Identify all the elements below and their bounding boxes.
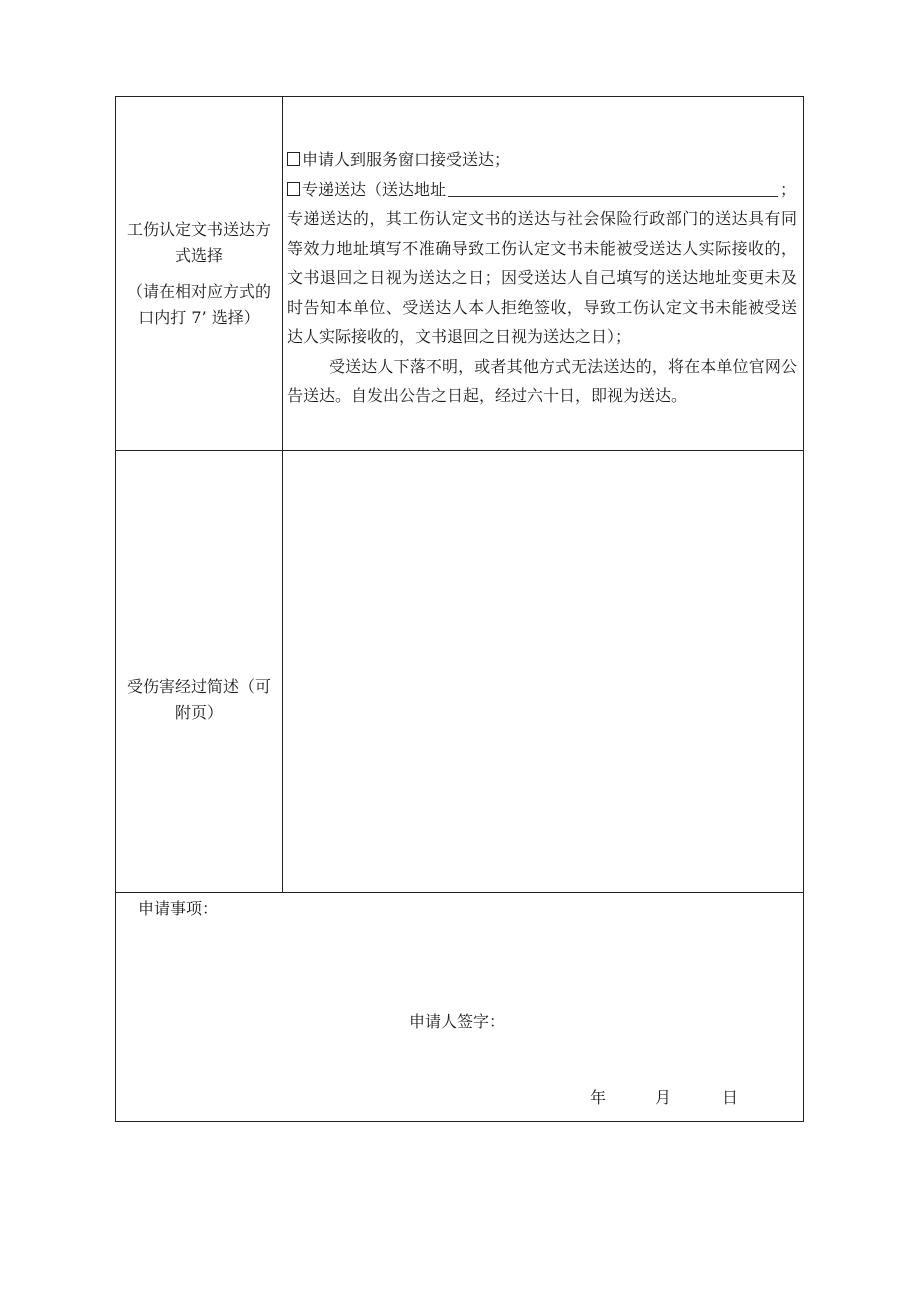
public-notice-text: 受送达人下落不明，或者其他方式无法送达的，将在本单位官网公告送达。自发出公告之日起，经过六十日，即视为送达。 bbox=[287, 356, 797, 405]
express-delivery-note: 专递送达的，其工伤认定文书的送达与社会保险行政部门的送达具有同等效力地址填写不准确导致工伤认定文书未能被受送达人实际接收的，文书退回之日视为送达之日；因受送达人自己填写的送达地址变更未及时告知本单位、受送达人本人拒绝签收，导致工伤认定文书未能被受送达人实际接收的，文书退回之日视为送达之日）； bbox=[287, 209, 797, 346]
date-year-label: 年 bbox=[590, 1088, 607, 1107]
option-window-pickup bbox=[287, 145, 803, 175]
injury-description-label: 受伤害经过简述（可附页） bbox=[126, 676, 271, 722]
checkbox-window-pickup[interactable] bbox=[287, 152, 300, 166]
date-day-label: 日 bbox=[722, 1088, 739, 1107]
injury-description-label-cell bbox=[116, 451, 282, 892]
date-month-label: 月 bbox=[655, 1088, 672, 1107]
injury-description-field[interactable] bbox=[283, 451, 803, 892]
application-form bbox=[115, 96, 804, 1122]
injury-description-row bbox=[116, 451, 803, 893]
option-express-delivery bbox=[287, 175, 803, 205]
delivery-method-row bbox=[116, 97, 803, 451]
checkbox-express-delivery[interactable] bbox=[287, 182, 300, 196]
delivery-method-label: 工伤认定文书送达方式选择 bbox=[126, 219, 271, 265]
delivery-method-options bbox=[283, 97, 803, 450]
option-window-label: 申请人到服务窗口接受送达； bbox=[302, 150, 511, 169]
application-row bbox=[116, 893, 803, 1121]
option-express-label: 专递送达（送达地址 bbox=[302, 179, 447, 199]
application-items-label: 申请事项： bbox=[138, 899, 219, 918]
delivery-address-field[interactable] bbox=[448, 180, 778, 197]
delivery-method-instruction: （请在相对应方式的口内打 7’ 选择） bbox=[126, 281, 271, 327]
delivery-method-label-cell bbox=[116, 97, 282, 450]
option-express-suffix: ； bbox=[780, 179, 797, 199]
applicant-signature-label: 申请人签字： bbox=[409, 1012, 506, 1031]
